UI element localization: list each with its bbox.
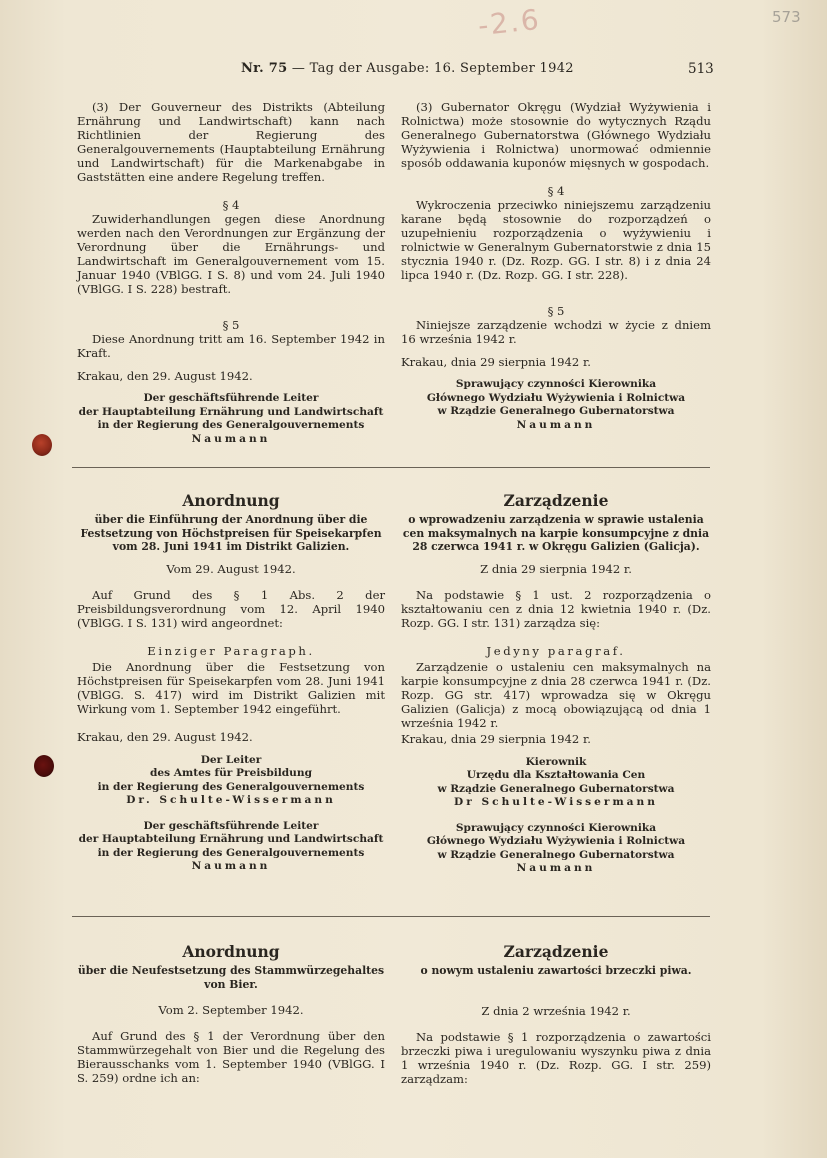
document-date: Vom 2. September 1942. [158,1003,304,1017]
document-date: Vom 29. August 1942. [166,561,296,576]
page-number: 513 [688,61,714,77]
document-title: Anordnung [182,491,280,510]
signature-block [77,392,385,446]
section-4-text: Zuwiderhandlungen gegen diese Anordnung werden nach den Verordnungen zur Ergänzung der Verordnung über die Ernährungs- und Landwirtschaft im Generalgouvernement vom 15. Januar 1940 (VBlGG. I S. 8) und vom 24. Juli 1940 (VBlGG. I S. 228) bestraft. [77,212,385,296]
signature-line: w Rządzie Generalnego Gubernatorstwa [437,848,675,861]
document-title: Zarządzenie [503,942,609,961]
signature-name: Dr Schulte-Wissermann [454,796,658,808]
signature-line: in der Regierung des Generalgouvernements [97,419,365,431]
section-4-text: Wykroczenia przeciwko niniejszemu zarządzeniu karane będą stosownie do rozporządzeń o uzupełnieniu rozporządzenia o wyżywieniu i rolnictwie w Generalnym Gubernatorstwie z dnia 15 stycznia 1940 r. (Dz. Rozp. GG. I str. 8) i z dnia 24 lipca 1940 r. (Dz. Rozp. GG. I str. 228). [401,198,711,282]
signature-line: Der Leiter [200,753,262,766]
place-date: Krakau, den 29. August 1942. [77,729,253,744]
signature-line: in der Regierung des Generalgouvernements [97,780,365,793]
archive-number: 573 [772,8,801,26]
place-date: Krakau, dnia 29 sierpnia 1942 r. [401,355,591,369]
signature-line: des Amtes für Preisbildung [150,767,312,779]
pencil-annotation: -2.6 [476,2,543,43]
signature-block-price [77,754,385,808]
signature-name: Naumann [191,432,271,445]
german-column-1 [77,100,385,446]
signature-line: der Hauptabteilung Ernährung und Landwirtschaft [78,405,384,418]
intro-text: Na podstawie § 1 rozporządzenia o zawartości brzeczki piwa i uregulowaniu wyszynku piwa z dnia 1 września 1940 r. (Dz. Rozp. GG. I str. 259) zarządzam: [401,1029,711,1086]
signature-line: Der geschäftsführende Leiter [143,819,319,832]
document-title: Zarządzenie [503,491,609,510]
section-5-text: Niniejsze zarządzenie wchodzi w życie z dniem 16 września 1942 r. [401,318,711,346]
signature-line: der Hauptabteilung Ernährung und Landwirtschaft [78,833,384,845]
intro-text: Na podstawie § 1 ust. 2 rozporządzenia o kształtowaniu cen z dnia 12 kwietnia 1940 r. (Dz. Rozp. GG. I str. 131) zarządza się: [401,587,711,630]
document-subtitle: über die Neufestsetzung des Stammwürzegehaltes von Bier. [77,964,385,991]
german-column-3 [77,943,385,1085]
section-text: Zarządzenie o ustaleniu cen maksymalnych na karpie konsumpcyjne z dnia 28 czerwca 1941 r. (Dz. Rozp. GG str. 417) wprowadza się w Okręgu Galizien (Galicja) z mocą obowiązującą od dnia 1 września 1942 r. [401,659,711,730]
section-heading-4: § 4 [222,198,240,212]
signature-name: Naumann [516,418,596,431]
polish-column-2 [401,492,711,876]
signature-block-food [401,822,711,876]
section-text: Die Anordnung über die Festsetzung von Höchstpreisen für Speisekarpfen vom 28. Juni 1941 (VBlGG. S. 417) wird im Distrikt Galizien mit Wirkung vom 1. September 1942 eingeführt. [77,659,385,716]
signature-block-price [401,756,711,810]
polish-column-3 [401,943,711,1086]
section-5-text: Diese Anordnung tritt am 16. September 1942 in Kraft. [77,332,385,360]
section-heading-5: § 5 [222,318,240,332]
section-heading: Jedyny paragraf. [486,643,626,658]
signature-line: Kierownik [525,755,587,768]
signature-line: Sprawujący czynności Kierownika [455,821,657,834]
signature-line: Sprawujący czynności Kierownika [455,378,657,390]
wax-seal-stain [32,434,52,456]
signature-line: Urzędu dla Kształtowania Cen [466,769,646,781]
document-date: Z dnia 2 września 1942 r. [481,1003,631,1018]
paragraph-3: (3) Gubernator Okręgu (Wydział Wyżywienia i Rolnictwa) może stosownie do wytycznych Rządu Generalnego Gubernatorstwa (Głównego Wydziału Wyżywienia i Rolnictwa) unormować odmiennie sposób oddawania kuponów mięsnych w gospodach. [401,100,711,170]
signature-line: Głównego Wydziału Wyżywienia i Rolnictwa [426,835,686,847]
document-subtitle: o nowym ustaleniu zawartości brzeczki piwa. [420,964,692,977]
signature-block [401,378,711,432]
issue-number: Nr. 75 [241,61,288,76]
place-date: Krakau, den 29. August 1942. [77,369,253,383]
german-column-2 [77,492,385,874]
intro-text: Auf Grund des § 1 der Verordnung über den Stammwürzegehalt von Bier und die Regelung des Bierausschanks vom 1. September 1940 (VBlGG. I S. 259) ordne ich an: [77,1029,385,1085]
document-title: Anordnung [182,942,280,961]
signature-name: Dr. Schulte-Wissermann [126,794,336,806]
section-heading-5: § 5 [547,304,565,318]
signature-line: w Rządzie Generalnego Gubernatorstwa [437,782,675,795]
signature-line: Głównego Wydziału Wyżywienia i Rolnictwa [426,391,686,404]
document-subtitle: über die Einführung der Anordnung über die Festsetzung von Höchstpreisen für Speisekarpfen vom 28. Juni 1941 im Distrikt Galizien. [80,513,382,553]
section-divider [72,467,710,468]
ink-blot-stain [34,755,54,777]
section-divider [72,916,710,917]
page-header [0,61,827,81]
place-date: Krakau, dnia 29 sierpnia 1942 r. [401,731,591,746]
issue-line [241,61,574,76]
signature-line: w Rządzie Generalnego Gubernatorstwa [437,405,675,417]
paragraph-3: (3) Der Gouverneur des Distrikts (Abteilung Ernährung und Landwirtschaft) kann nach Richtlinien der Regierung des Generalgouvernements (Hauptabteilung Ernährung und Landwirtschaft) für die Markenabgabe in Gaststätten eine andere Regelung treffen. [77,100,385,184]
signature-name: Naumann [191,860,271,872]
intro-text: Auf Grund des § 1 Abs. 2 der Preisbildungsverordnung vom 12. April 1940 (VBlGG. I S. 131) wird angeordnet: [77,587,385,630]
signature-name: Naumann [516,862,596,874]
signature-block-food [77,820,385,874]
document-subtitle: o wprowadzeniu zarządzenia w sprawie ustalenia cen maksymalnych na karpie konsumpcyjne z dnia 28 czerwca 1941 r. w Okręgu Galizien (Galicja). [402,513,710,553]
polish-column-1 [401,100,711,432]
document-date: Z dnia 29 sierpnia 1942 r. [480,561,632,576]
section-heading-4: § 4 [547,184,565,198]
signature-line: Der geschäftsführende Leiter [143,392,319,404]
signature-line: in der Regierung des Generalgouvernements [97,846,365,859]
issue-date: — Tag der Ausgabe: 16. September 1942 [291,61,574,76]
section-heading: Einziger Paragraph. [147,643,315,658]
